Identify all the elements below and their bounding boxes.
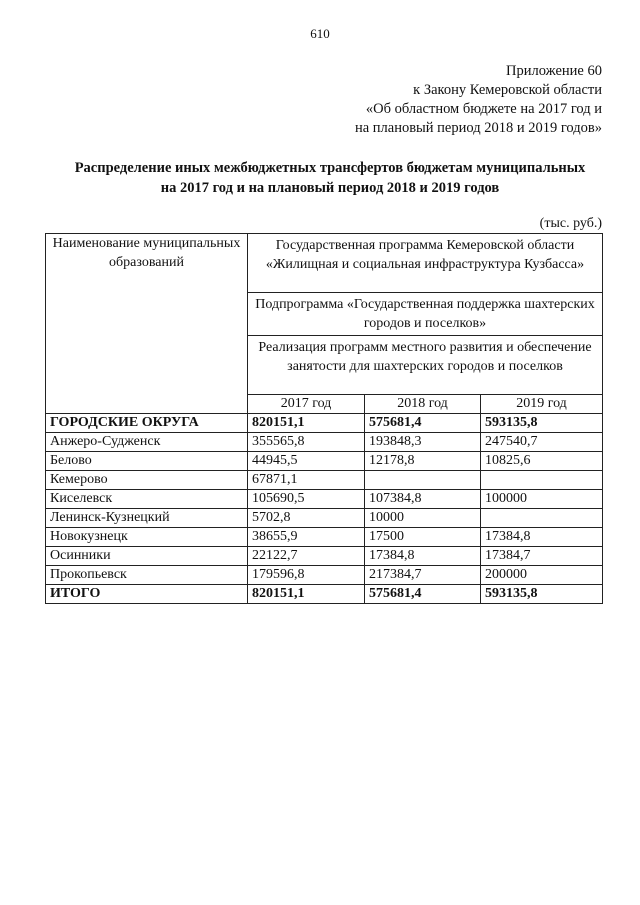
header-activity: Реализация программ местного развития и обеспечение занятости для шахтерских городов и поселков	[248, 336, 603, 395]
cell-municipality: Киселевск	[46, 490, 248, 509]
document-title	[40, 158, 620, 198]
table-row	[46, 528, 603, 547]
table-row	[46, 452, 603, 471]
cell-value-2017: 22122,7	[248, 547, 365, 566]
header-year-2018: 2018 год	[365, 395, 481, 414]
appendix-line-2: к Закону Кемеровской области	[413, 82, 602, 98]
table-row	[46, 509, 603, 528]
cell-municipality: Анжеро-Судженск	[46, 433, 248, 452]
table-row	[46, 547, 603, 566]
cell-value-2017: 44945,5	[248, 452, 365, 471]
title-line-2: на 2017 год и на плановый период 2018 и 2019 годов	[160, 180, 500, 196]
cell-value-2019	[481, 471, 603, 490]
cell-municipality: Ленинск-Кузнецкий	[46, 509, 248, 528]
cell-value-2018: 10000	[365, 509, 481, 528]
cell-value-2018: 12178,8	[365, 452, 481, 471]
cell-value-2019: 100000	[481, 490, 603, 509]
cell-value-2017: 820151,1	[248, 414, 365, 433]
cell-value-2017: 179596,8	[248, 566, 365, 585]
page-number: 610	[310, 26, 330, 41]
table-body	[46, 414, 603, 604]
cell-value-2018: 217384,7	[365, 566, 481, 585]
cell-value-2017: 820151,1	[248, 585, 365, 604]
appendix-line-4: на плановый период 2018 и 2019 годов»	[354, 120, 602, 136]
cell-value-2019: 17384,8	[481, 528, 603, 547]
header-municipality-name: Наименование муниципальных образований	[46, 234, 248, 414]
cell-value-2018: 17384,8	[365, 547, 481, 566]
cell-municipality: ИТОГО	[46, 585, 248, 604]
table-row-total	[46, 585, 603, 604]
table-row	[46, 566, 603, 585]
table-row	[46, 471, 603, 490]
cell-municipality: Новокузнецк	[46, 528, 248, 547]
cell-value-2018	[365, 471, 481, 490]
cell-value-2017: 67871,1	[248, 471, 365, 490]
cell-value-2019: 17384,7	[481, 547, 603, 566]
units-label: (тыс. руб.)	[539, 216, 602, 231]
cell-value-2019: 200000	[481, 566, 603, 585]
cell-municipality: Осинники	[46, 547, 248, 566]
appendix-line-3: «Об областном бюджете на 2017 год и	[365, 101, 602, 117]
cell-value-2017: 38655,9	[248, 528, 365, 547]
header-year-2017: 2017 год	[248, 395, 365, 414]
transfers-table	[45, 233, 603, 604]
cell-value-2019: 247540,7	[481, 433, 603, 452]
header-year-2019: 2019 год	[481, 395, 603, 414]
cell-value-2018: 107384,8	[365, 490, 481, 509]
header-subprogram: Подпрограмма «Государственная поддержка шахтерских городов и поселков»	[248, 293, 603, 336]
header-state-program: Государственная программа Кемеровской области «Жилищная и социальная инфраструктура Кузбасса»	[248, 234, 603, 293]
cell-value-2018: 193848,3	[365, 433, 481, 452]
cell-municipality: ГОРОДСКИЕ ОКРУГА	[46, 414, 248, 433]
cell-municipality: Прокопьевск	[46, 566, 248, 585]
cell-value-2017: 105690,5	[248, 490, 365, 509]
cell-value-2018: 575681,4	[365, 585, 481, 604]
title-line-1: Распределение иных межбюджетных трансфертов бюджетам муниципальных	[74, 160, 586, 176]
cell-municipality: Кемерово	[46, 471, 248, 490]
cell-municipality: Белово	[46, 452, 248, 471]
cell-value-2018: 575681,4	[365, 414, 481, 433]
table-row-total	[46, 414, 603, 433]
cell-value-2019: 10825,6	[481, 452, 603, 471]
cell-value-2019: 593135,8	[481, 585, 603, 604]
table-row	[46, 490, 603, 509]
cell-value-2017: 5702,8	[248, 509, 365, 528]
table-row	[46, 433, 603, 452]
appendix-reference	[355, 62, 602, 138]
cell-value-2019: 593135,8	[481, 414, 603, 433]
appendix-line-1: Приложение 60	[506, 63, 602, 79]
cell-value-2017: 355565,8	[248, 433, 365, 452]
cell-value-2018: 17500	[365, 528, 481, 547]
cell-value-2019	[481, 509, 603, 528]
